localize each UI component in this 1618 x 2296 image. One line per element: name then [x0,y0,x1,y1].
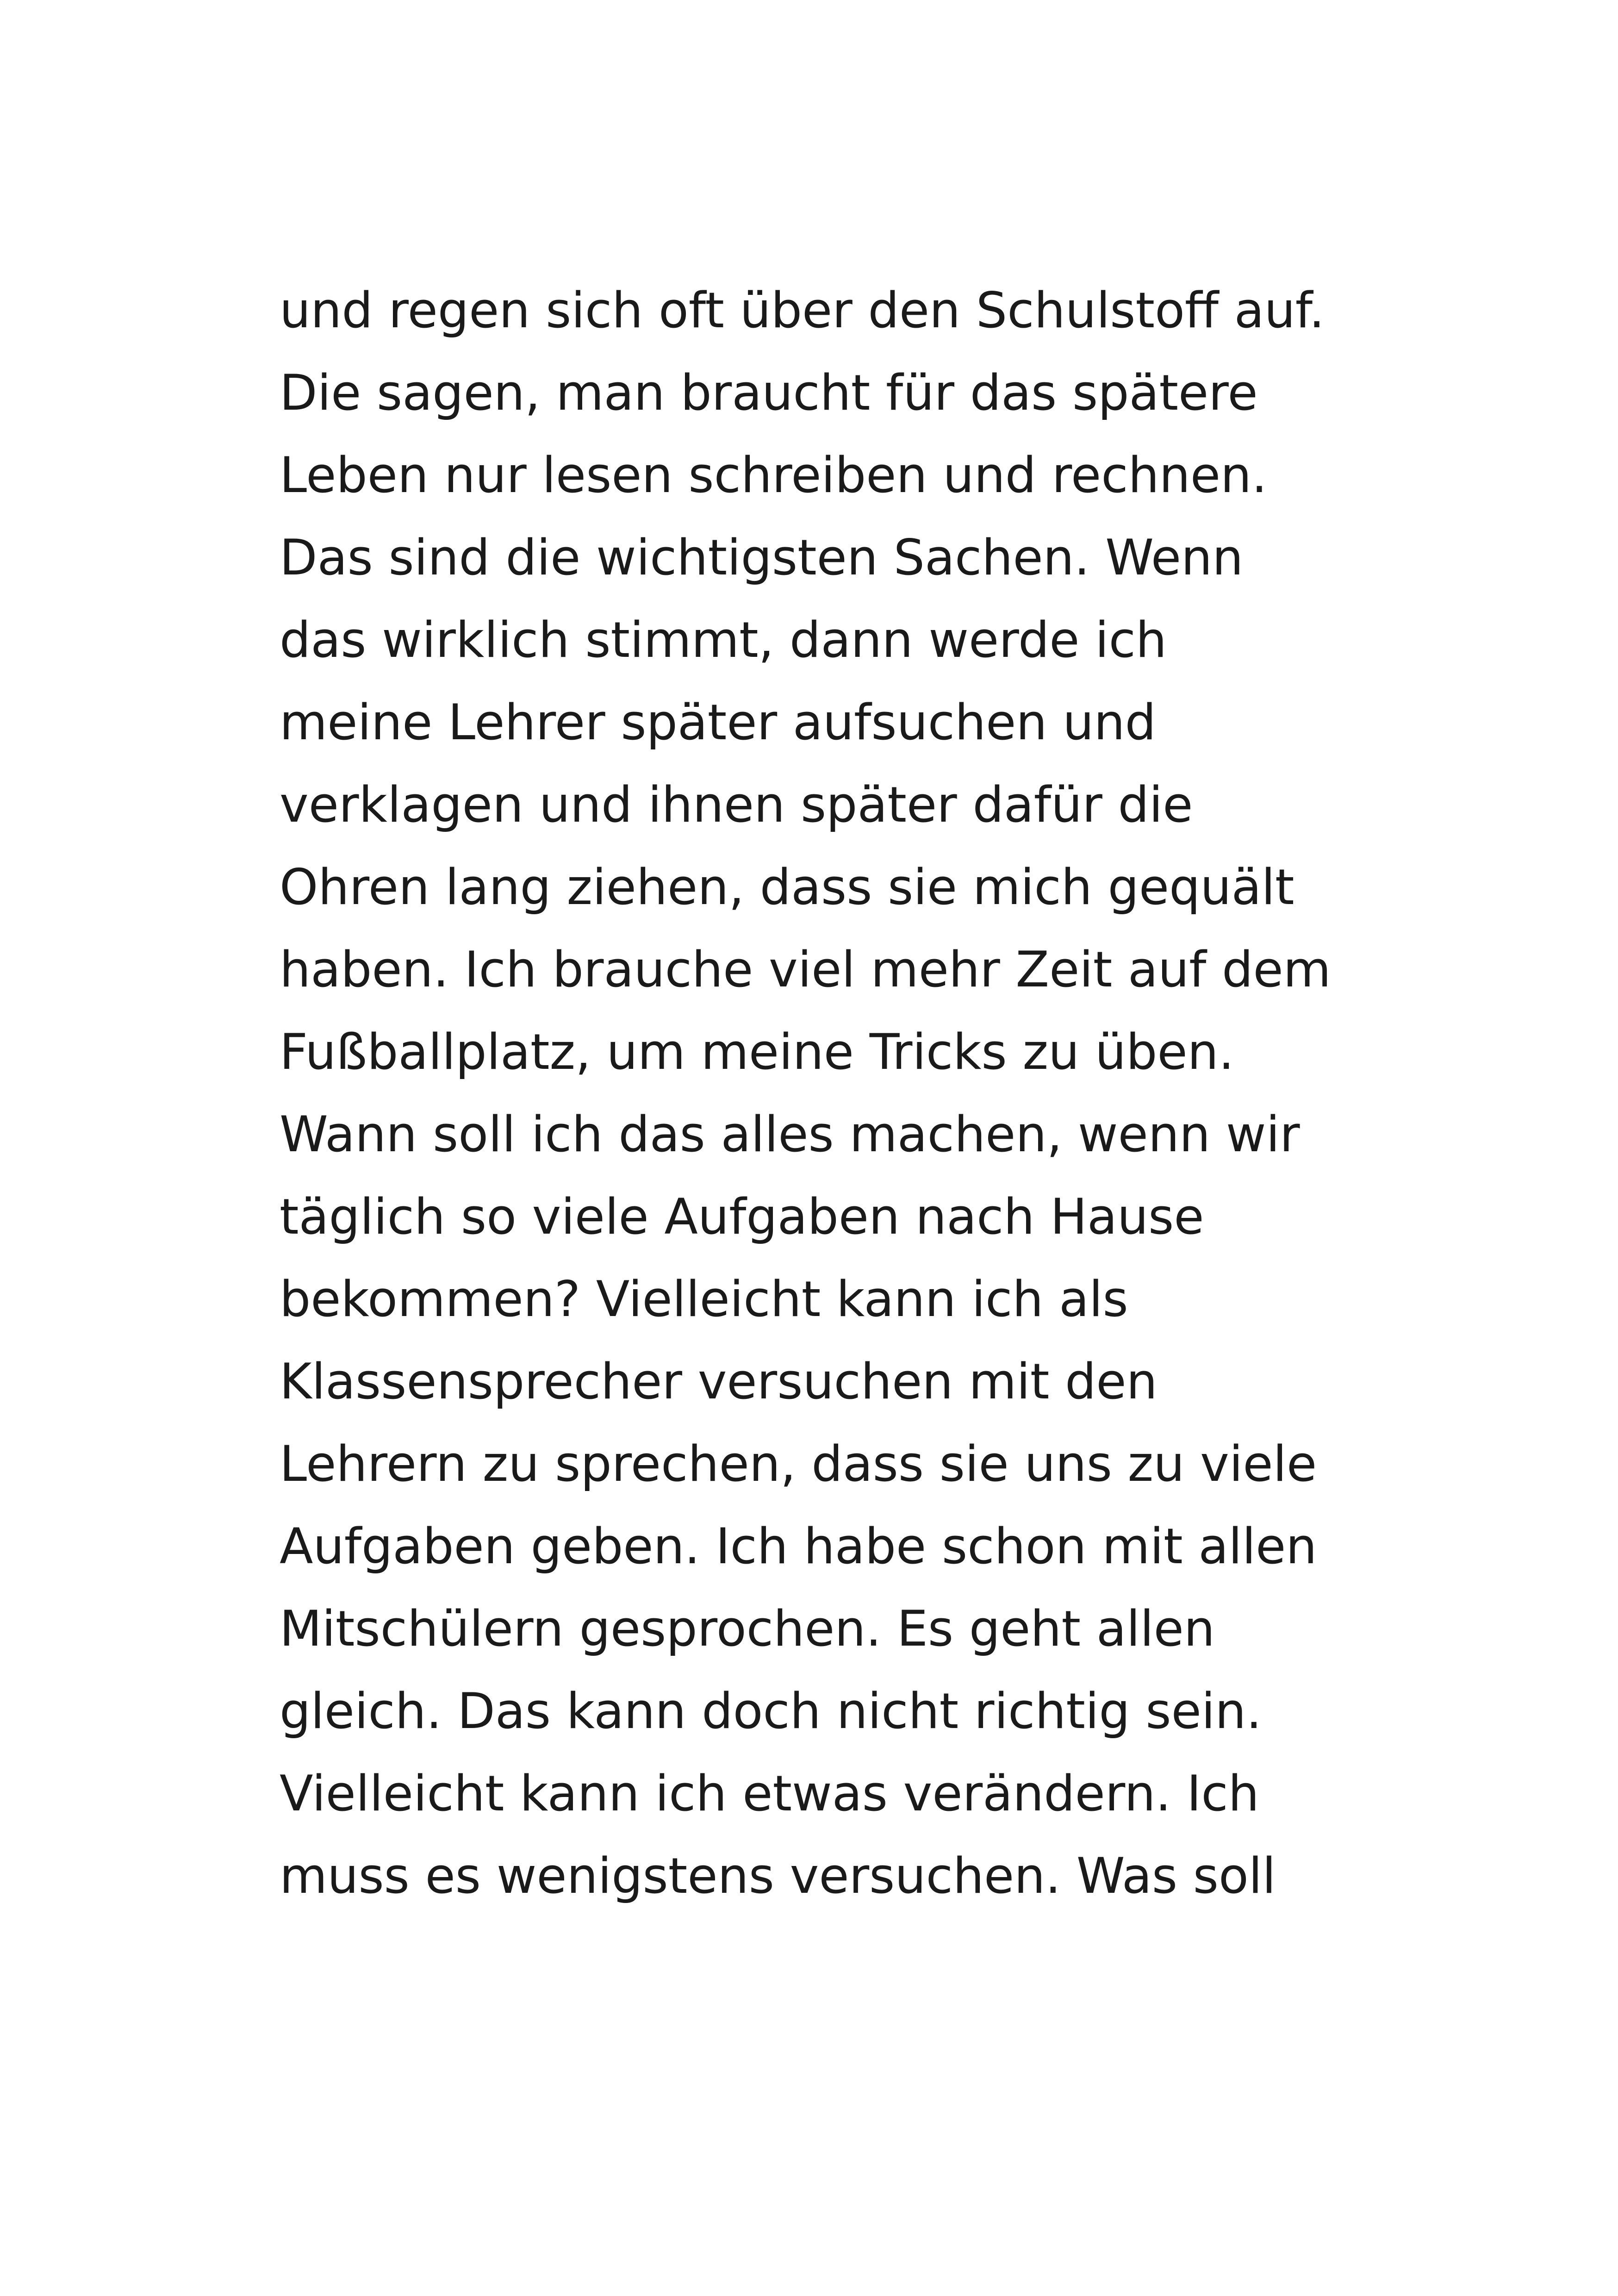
text-line: Fußballplatz, um meine Tricks zu üben. [280,1023,1234,1080]
text-line: muss es wenigstens versuchen. Was soll [280,1847,1276,1904]
text-line: meine Lehrer später aufsuchen und [280,694,1156,751]
text-line: Vielleicht kann ich etwas verändern. Ich [280,1765,1259,1822]
text-line: Ohren lang ziehen, dass sie mich gequält [280,859,1294,916]
text-line: Mitschülern gesprochen. Es geht allen [280,1600,1215,1657]
body-text [280,269,1390,1917]
text-line: Das sind die wichtigsten Sachen. Wenn [280,529,1244,586]
text-line: täglich so viele Aufgaben nach Hause [280,1188,1204,1245]
text-line: Leben nur lesen schreiben und rechnen. [280,447,1267,504]
text-line: Die sagen, man braucht für das spätere [280,364,1258,421]
text-line: Aufgaben geben. Ich habe schon mit allen [280,1518,1317,1575]
text-line: haben. Ich brauche viel mehr Zeit auf dem [280,941,1331,998]
text-line: Klassensprecher versuchen mit den [280,1353,1157,1410]
text-line: das wirklich stimmt, dann werde ich [280,611,1167,668]
text-line: bekommen? Vielleicht kann ich als [280,1271,1128,1328]
text-line: verklagen und ihnen später dafür die [280,776,1193,833]
text-line: und regen sich oft über den Schulstoff auf. [280,282,1325,339]
text-line: Lehrern zu sprechen, dass sie uns zu viele [280,1435,1317,1492]
text-line: gleich. Das kann doch nicht richtig sein. [280,1683,1262,1740]
text-line: Wann soll ich das alles machen, wenn wir [280,1106,1300,1163]
